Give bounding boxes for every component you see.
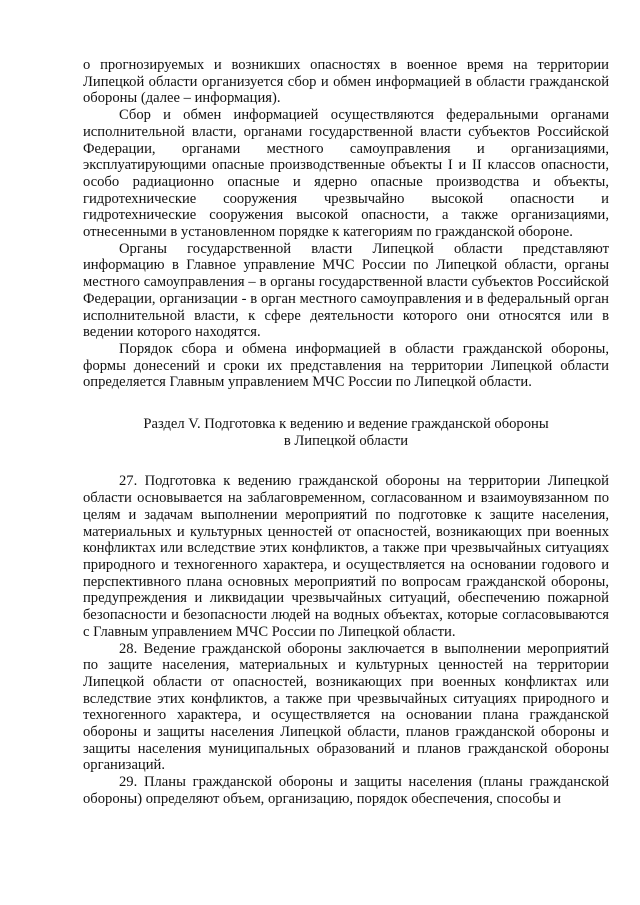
section-heading bbox=[83, 416, 609, 449]
paragraph-27: 27. Подготовка к ведению гражданской обороны на территории Липецкой области основывается на заблаговременном, согласованном и взаимоувязанном по целям и задачам выполнении мероприятий по подготовке к защите населения, материальных и культурных ценностей от опасностей, возникающих при военных конфликтах или вследствие этих конфликтов, а также при чрезвычайных ситуациях природного и техногенного характера, и осуществляется на основании годового и перспективного плана основных мероприятий по вопросам гражданской обороны, предупреждения и ликвидации чрезвычайных ситуаций, обеспечению пожарной безопасности и безопасности людей на водных объектах, которые согласовываются с Главным управлением МЧС России по Липецкой области. bbox=[83, 473, 609, 640]
paragraph-info-exchange-participants: Сбор и обмен информацией осуществляются федеральными органами исполнительной власти, органами государственной власти субъектов Российской Федерации, органами местного самоуправления и организациями, эксплуатирующими опасные производственные объекты I и II классов опасности, особо радиационно опасные и ядерно опасные производства и объекты, гидротехнические сооружения чрезвычайно высокой опасности и гидротехнические сооружения высокой опасности, а также организациями, отнесенными в установленном порядке к категориям по гражданской обороне. bbox=[83, 107, 609, 241]
paragraph-28: 28. Ведение гражданской обороны заключается в выполнении мероприятий по защите населения, материальных и культурных ценностей на территории Липецкой области от опасностей, возникающих при военных конфликтах или вследствие этих конфликтов, а также при чрезвычайных ситуациях природного и техногенного характера, и осуществляется на основании плана гражданской обороны и защиты населения Липецкой области, планов гражданской обороны и защиты населения муниципальных образований и планов гражданской обороны организаций. bbox=[83, 640, 609, 774]
section-heading-line-1: Раздел V. Подготовка к ведению и ведение гражданской обороны bbox=[143, 416, 549, 433]
document-page bbox=[83, 57, 609, 808]
paragraph-29: 29. Планы гражданской обороны и защиты населения (планы гражданской обороны) определяют объем, организацию, порядок обеспечения, способы и bbox=[83, 774, 609, 807]
paragraph-info-procedure: Порядок сбора и обмена информацией в области гражданской обороны, формы донесений и сроки их представления на территории Липецкой области определяется Главным управлением МЧС России по Липецкой области. bbox=[83, 340, 609, 391]
paragraph-continuation: о прогнозируемых и возникших опасностях в военное время на территории Липецкой области организуется сбор и обмен информацией в области гражданской обороны (далее – информация). bbox=[83, 57, 609, 107]
paragraph-info-submission: Органы государственной власти Липецкой области представляют информацию в Главное управление МЧС России по Липецкой области, органы местного самоуправления – в органы государственной власти субъектов Российской Федерации, организации - в орган местного самоуправления и в федеральный орган исполнительной власти, к сфере деятельности которого они относятся или в ведении которого находятся. bbox=[83, 240, 609, 341]
section-heading-line-2: в Липецкой области bbox=[283, 432, 409, 449]
